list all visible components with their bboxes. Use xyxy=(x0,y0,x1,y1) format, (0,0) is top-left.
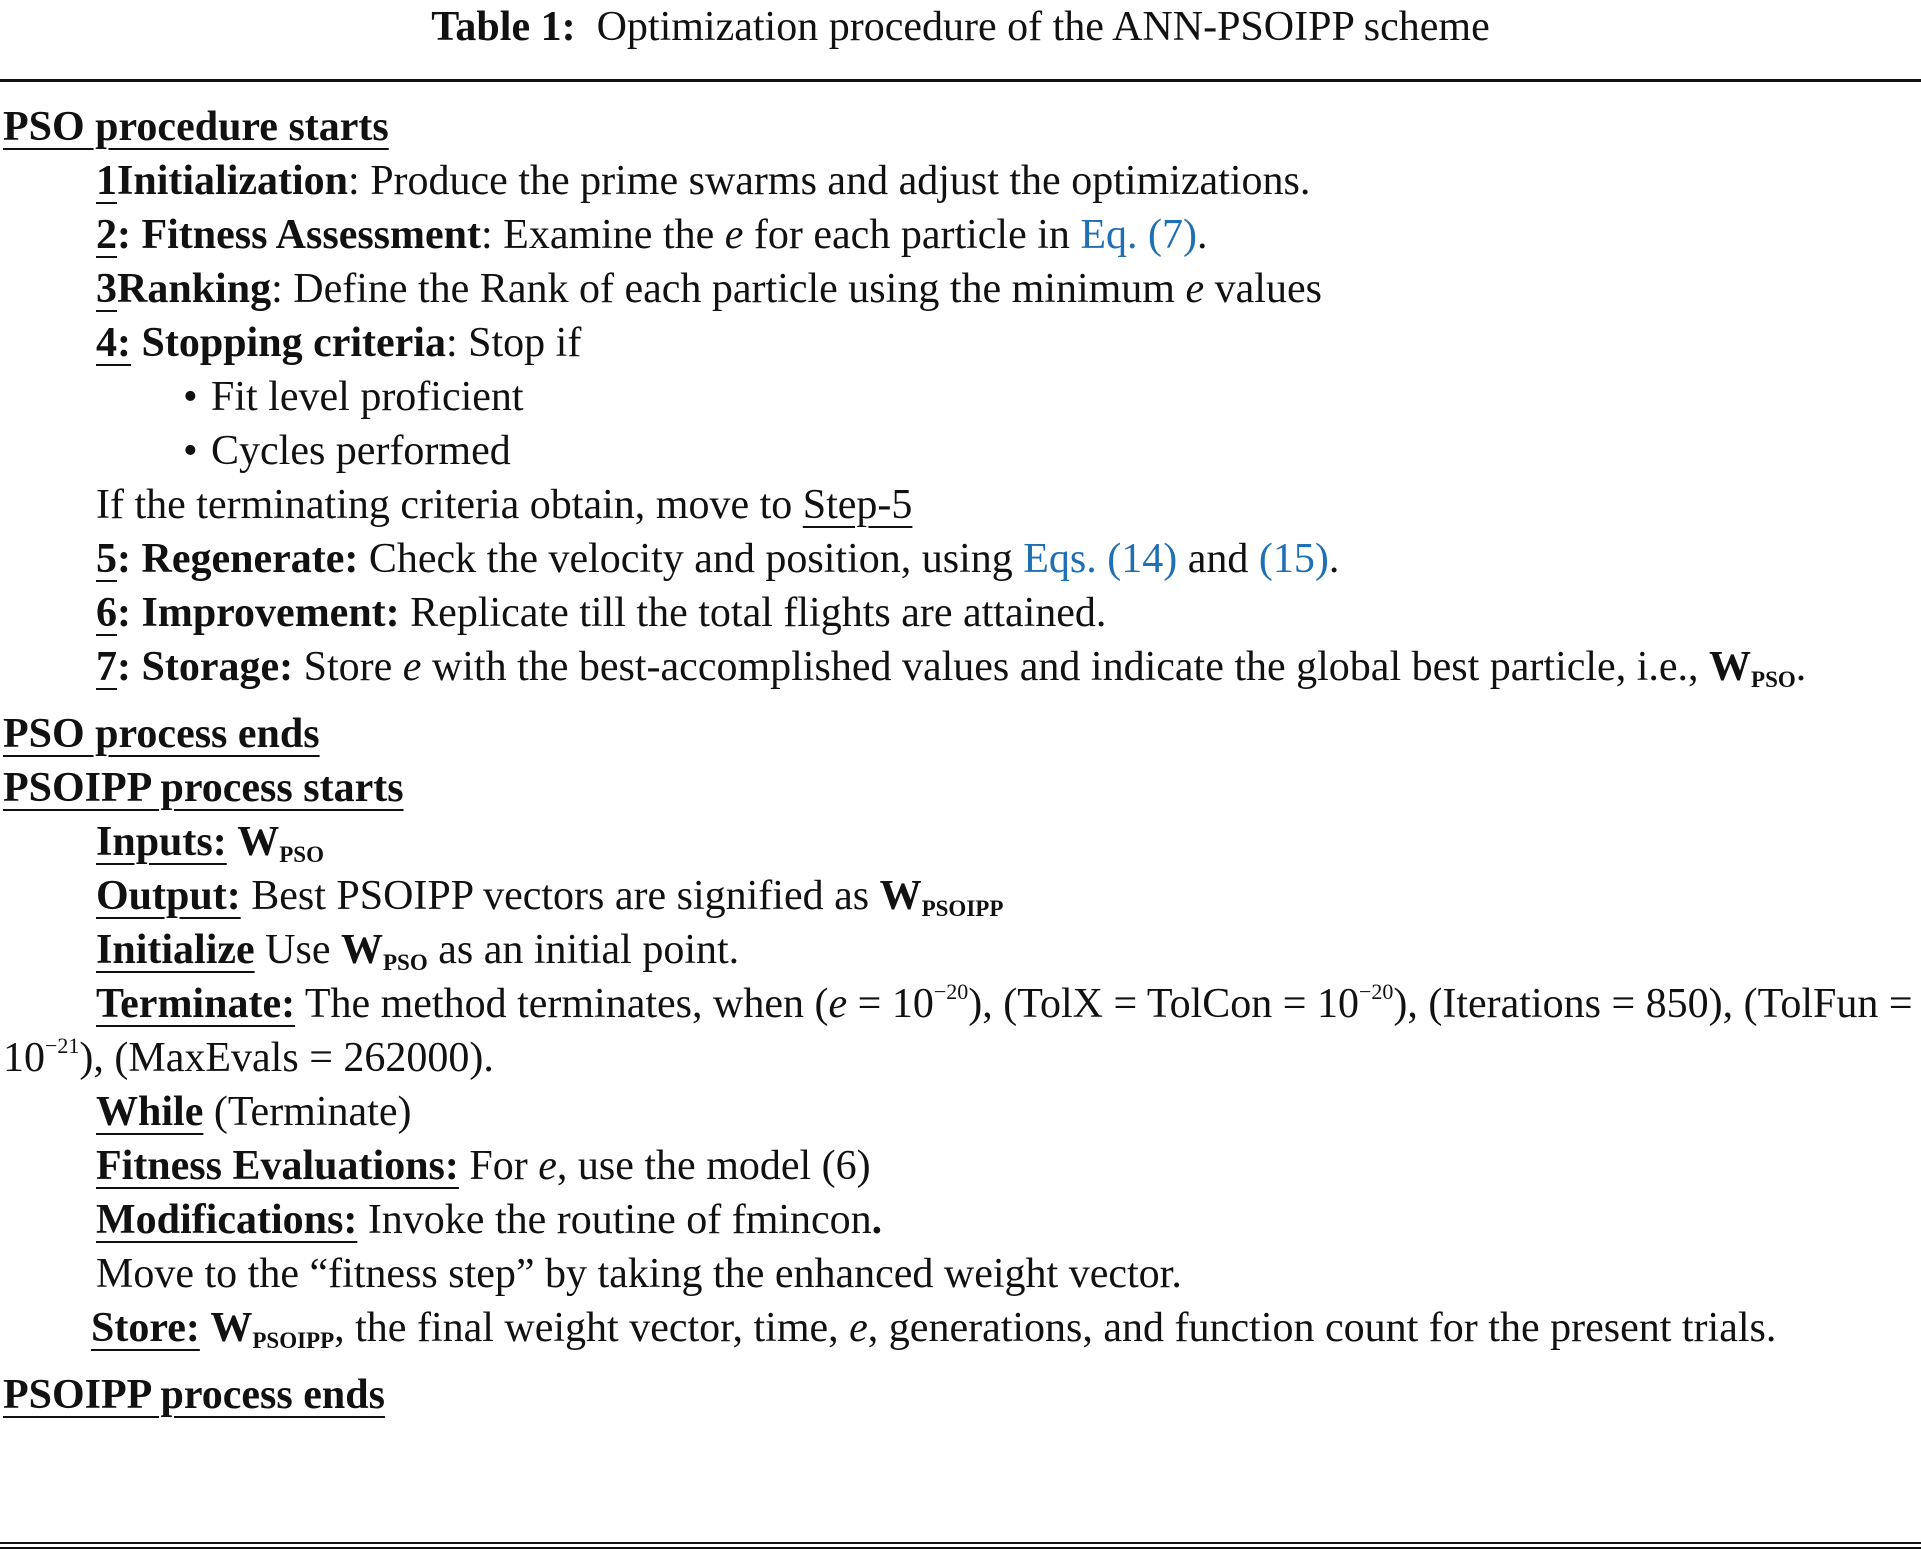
psoipp-output: Output: Best PSOIPP vectors are signified as $W_{PSOIPP}$ xyxy=(96,873,1004,921)
psoipp-store: Store: $W_{PSOIPP}$, the final weight vector, time, e, generations, and function count for the present trials. xyxy=(91,1305,1777,1353)
list-item: • Cycles performed xyxy=(3,424,1915,478)
psoipp-while: While (Terminate) xyxy=(96,1089,412,1135)
eq-15-link[interactable]: (15) xyxy=(1258,536,1329,582)
pso-step-3: 3Ranking: Define the Rank of each particle using the minimum e values xyxy=(96,266,1322,312)
list-item: • Fit level proficient xyxy=(3,370,1915,424)
top-rule xyxy=(0,79,1921,82)
bottom-rule xyxy=(0,1542,1921,1544)
psoipp-modifications: Modifications: Invoke the routine of fmincon. xyxy=(96,1197,883,1243)
pso-step-2: 2: Fitness Assessment: Examine the e for each particle in Eq. (7). xyxy=(96,212,1208,258)
pso-start-heading: PSO procedure starts xyxy=(3,104,389,150)
bottom-rule-double xyxy=(0,1547,1921,1549)
eq-14-link[interactable]: Eqs. (14) xyxy=(1023,536,1178,582)
psoipp-fitness: Fitness Evaluations: For e, use the model (6) xyxy=(96,1143,871,1189)
pso-move-line: If the terminating criteria obtain, move to Step-5 xyxy=(96,482,913,528)
step-1-title: Initialization xyxy=(117,158,349,204)
psoipp-start-heading: PSOIPP process starts xyxy=(3,765,404,811)
caption-label: Table 1: xyxy=(431,4,576,50)
psoipp-end-heading: PSOIPP process ends xyxy=(3,1372,385,1418)
caption-title: Optimization procedure of the ANN-PSOIPP scheme xyxy=(596,4,1490,50)
pso-step-5: 5: Regenerate: Check the velocity and position, using Eqs. (14) and (15). xyxy=(96,536,1340,582)
psoipp-terminate: Terminate: The method terminates, when $(e = 10^{-20})$, (TolX = TolCon = $10^{-20}$), (Iterations = 850), (TolFun = $10^{-21}$), (MaxEvals = 262000). xyxy=(3,979,1913,1081)
procedure-body xyxy=(3,100,1915,1422)
pso-step-6: 6: Improvement: Replicate till the total flights are attained. xyxy=(96,590,1107,636)
pso-step-1: 1Initialization: Produce the prime swarms and adjust the optimizations. xyxy=(96,158,1311,204)
pso-end-heading: PSO process ends xyxy=(3,711,320,757)
psoipp-inputs: Inputs: $W_{PSO}$ xyxy=(96,819,324,867)
psoipp-initialize: Initialize Use $W_{PSO}$ as an initial point. xyxy=(96,927,740,975)
bullet-icon: • xyxy=(183,428,198,474)
psoipp-move: Move to the “fitness step” by taking the enhanced weight vector. xyxy=(96,1251,1182,1297)
table-caption xyxy=(0,2,1921,52)
eq-7-link[interactable]: Eq. (7) xyxy=(1080,212,1198,258)
pso-step-7: 7: Storage: Store e with the best-accomplished values and indicate the global best particle, i.e., $W_{PSO}$. xyxy=(96,644,1807,692)
bullet-icon: • xyxy=(183,374,198,420)
pso-step-4: 4: Stopping criteria: Stop if xyxy=(96,320,582,366)
